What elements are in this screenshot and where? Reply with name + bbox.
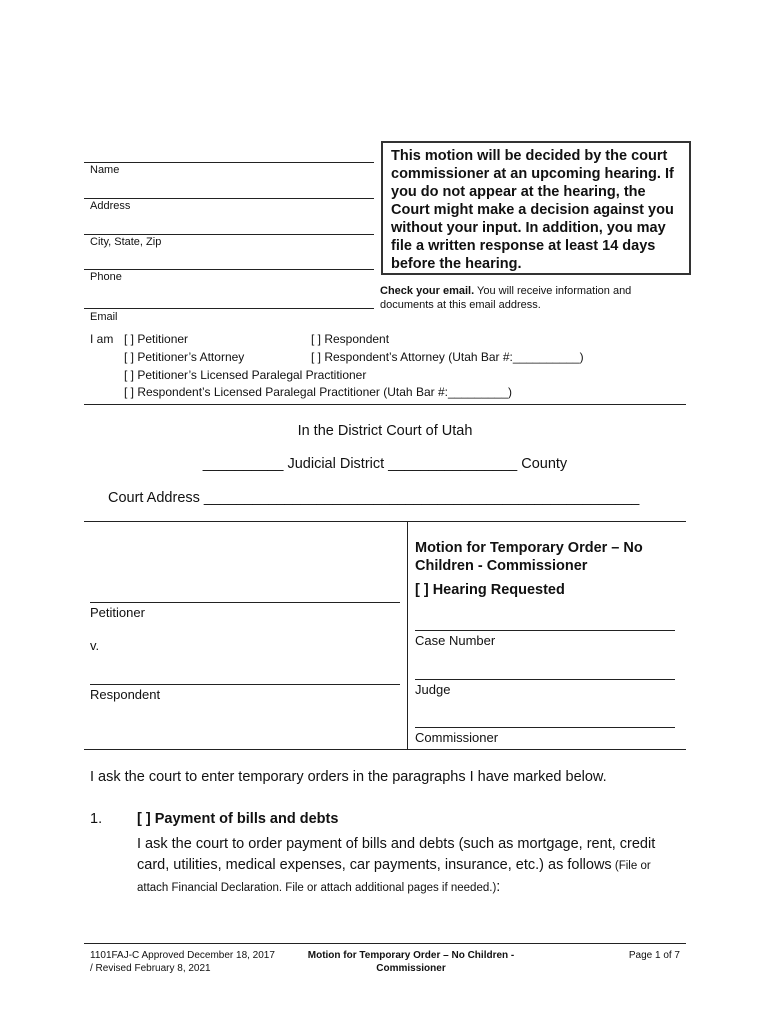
motion-title: Motion for Temporary Order – No Children - Commissioner (415, 540, 643, 574)
footer-form-number: 1101FAJ-C Approved December 18, 2017 / Revised February 8, 2021 (90, 950, 275, 974)
respondent-label: Respondent (90, 687, 161, 702)
case-number-line[interactable] (415, 630, 675, 631)
caption-divider (407, 521, 408, 749)
court-address-line[interactable]: Court Address ______________________________________________________ (108, 490, 640, 506)
petitioner-attorney-checkbox[interactable]: [ ] Petitioner’s Attorney (124, 350, 245, 364)
item1-small-text: (File or attach Financial Declaration. File or attach additional pages if needed.) (137, 860, 651, 894)
case-number-label: Case Number (415, 633, 496, 648)
versus-label: v. (90, 638, 100, 653)
caption-bottom-rule (84, 749, 686, 750)
hearing-notice-text: This motion will be decided by the court commissioner at an upcoming hearing. If you do not appear at the hearing, the Court might make a decision against you without your input. In addition, you may file a written response at least 14 days before the hearing. (391, 148, 674, 272)
footer-title: Motion for Temporary Order – No Children - Commissioner (307, 950, 515, 974)
hearing-requested-checkbox[interactable]: [ ] Hearing Requested (415, 582, 565, 598)
petitioner-checkbox[interactable]: [ ] Petitioner (124, 332, 189, 346)
email-line[interactable] (84, 308, 374, 309)
respondent-line[interactable] (90, 684, 400, 685)
email-note (380, 284, 670, 312)
respondent-lpp-checkbox[interactable]: [ ] Respondent’s Licensed Paralegal Practitioner (Utah Bar #:_________) (124, 385, 513, 399)
respondent-attorney-checkbox[interactable]: [ ] Respondent’s Attorney (Utah Bar #:__________) (311, 350, 584, 364)
address-label: Address (90, 200, 131, 212)
city-state-zip-label: City, State, Zip (90, 236, 162, 248)
city-state-zip-line[interactable] (84, 234, 374, 235)
intro-paragraph: I ask the court to enter temporary orders in the paragraphs I have marked below. (90, 769, 607, 785)
caption-top-rule (84, 521, 686, 522)
item1-heading[interactable]: [ ] Payment of bills and debts (137, 811, 339, 827)
judge-label: Judge (415, 682, 451, 697)
commissioner-label: Commissioner (415, 730, 499, 745)
name-line[interactable] (84, 162, 374, 163)
i-am-label: I am (90, 332, 114, 346)
commissioner-line[interactable] (415, 727, 675, 728)
footer-rule (84, 943, 686, 944)
petitioner-lpp-checkbox[interactable]: [ ] Petitioner’s Licensed Paralegal Practitioner (124, 368, 367, 382)
judge-line[interactable] (415, 679, 675, 680)
address-line[interactable] (84, 198, 374, 199)
roles-divider (84, 404, 686, 405)
email-note-bold: Check your email. (380, 285, 475, 297)
footer-page-number: Page 1 of 7 (628, 950, 680, 961)
phone-label: Phone (90, 271, 122, 283)
item1-text: I ask the court to order payment of bills and debts (such as mortgage, rent, credit card, utilities, medical expenses, car payments, insurance, etc.) as follows (137, 836, 656, 873)
district-line[interactable]: __________ Judicial District ________________ County (202, 456, 568, 472)
item1-end: : (496, 879, 501, 895)
petitioner-label: Petitioner (90, 605, 145, 620)
court-title: In the District Court of Utah (297, 423, 473, 439)
respondent-checkbox[interactable]: [ ] Respondent (311, 332, 390, 346)
item1-number: 1. (90, 811, 103, 827)
item1-paragraph (137, 834, 685, 899)
petitioner-line[interactable] (90, 602, 400, 603)
phone-line[interactable] (84, 269, 374, 270)
name-label: Name (90, 164, 120, 176)
email-label: Email (90, 311, 118, 323)
hearing-notice-box (381, 141, 691, 275)
email-note-rest: You will receive information and documents at this email address. (380, 285, 632, 311)
